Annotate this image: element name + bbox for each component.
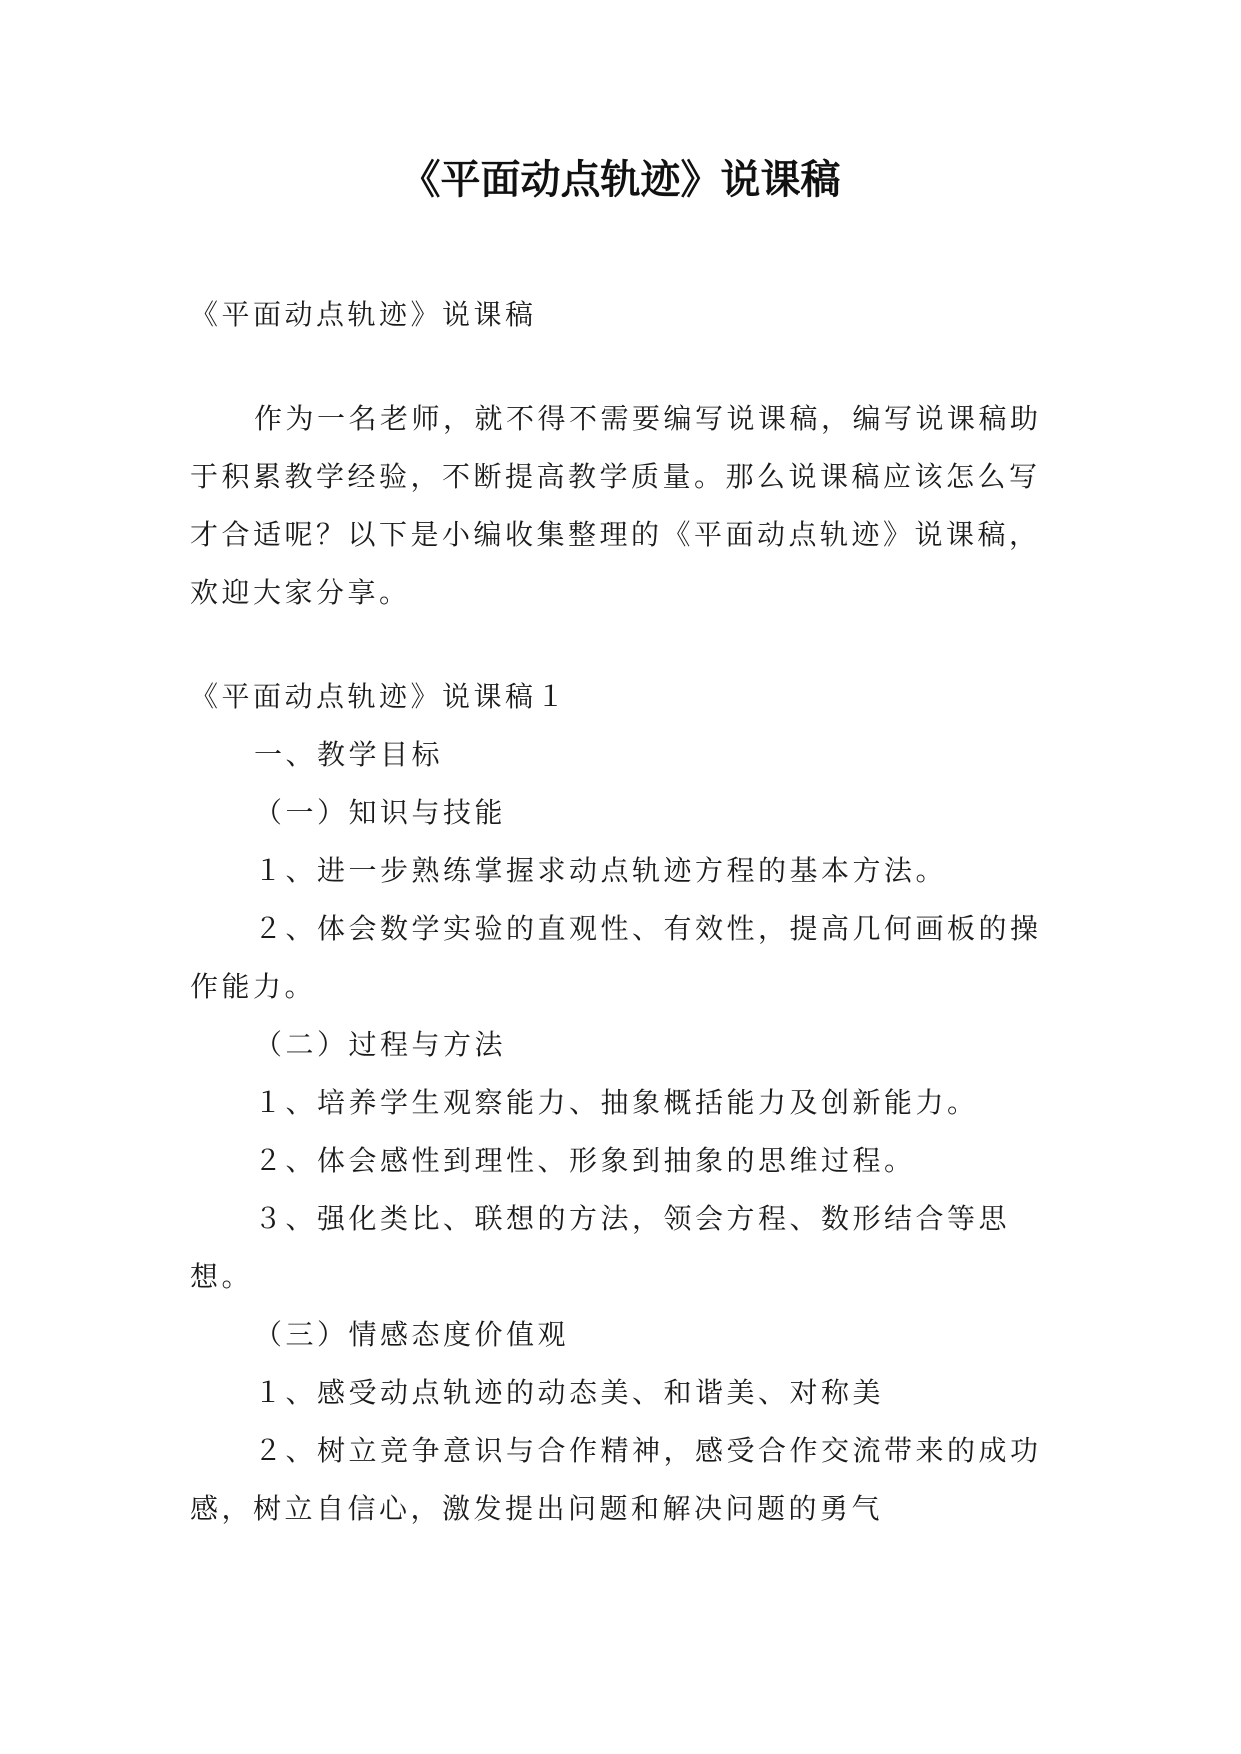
- emotion-item-1: １、感受动点轨迹的动态美、和谐美、对称美: [254, 1376, 885, 1409]
- document-body: [190, 286, 1050, 1538]
- knowledge-item-1: １、进一步熟练掌握求动点轨迹方程的基本方法。: [254, 854, 948, 887]
- teaching-goals-heading: 一、教学目标: [254, 738, 444, 771]
- document-title: 《平面动点轨迹》说课稿: [400, 157, 841, 203]
- document-subtitle: 《平面动点轨迹》说课稿: [190, 298, 537, 331]
- process-item-3: ３、强化类比、联想的方法，领会方程、数形结合等思想。: [190, 1202, 1011, 1293]
- knowledge-item-2: ２、体会数学实验的直观性、有效性，提高几何画板的操作能力。: [190, 912, 1042, 1003]
- knowledge-skills-heading: （一）知识与技能: [254, 796, 507, 829]
- emotion-item-2: ２、树立竞争意识与合作精神，感受合作交流带来的成功感，树立自信心，激发提出问题和解决问题的勇气: [190, 1434, 1042, 1525]
- process-item-2: ２、体会感性到理性、形象到抽象的思维过程。: [254, 1144, 916, 1177]
- process-methods-heading: （二）过程与方法: [254, 1028, 507, 1061]
- section-heading: 《平面动点轨迹》说课稿１: [190, 680, 569, 713]
- process-item-1: １、培养学生观察能力、抽象概括能力及创新能力。: [254, 1086, 979, 1119]
- emotion-values-heading: （三）情感态度价值观: [254, 1318, 570, 1351]
- intro-paragraph: 作为一名老师，就不得不需要编写说课稿，编写说课稿助于积累教学经验，不断提高教学质量。那么说课稿应该怎么写才合适呢？以下是小编收集整理的《平面动点轨迹》说课稿，欢迎大家分享。: [190, 402, 1042, 609]
